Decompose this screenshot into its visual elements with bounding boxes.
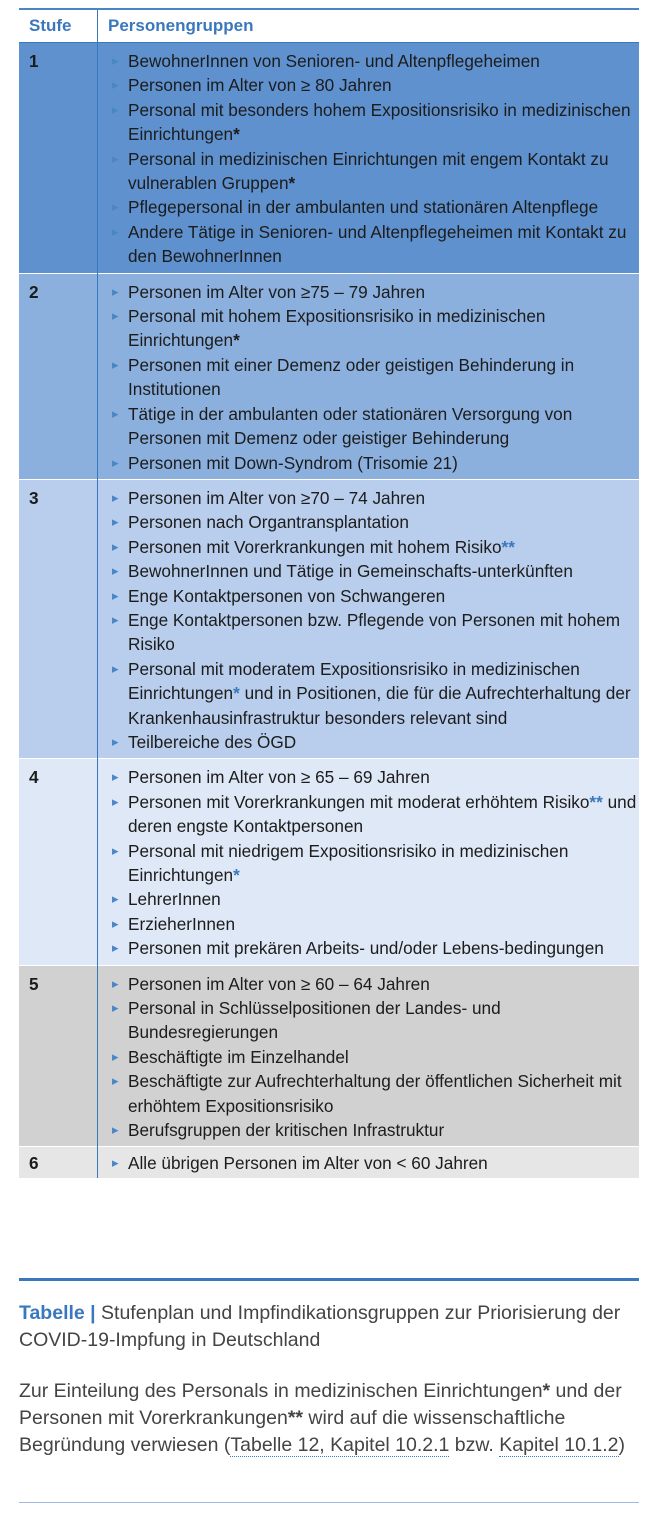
group-list [112,1151,639,1175]
item-text: Andere Tätige in Senioren- und Altenpflegeheimen mit Kontakt zu den BewohnerInnen [128,221,627,267]
item-text: Personal in Schlüsselpositionen der Landes- und Bundesregierungen [128,998,501,1043]
footnote-marker: ** [589,791,603,812]
item-text: LehrerInnen [128,889,221,910]
table-row [19,759,639,965]
item-text: Enge Kontaktpersonen von Schwangeren [128,585,446,606]
note-asterisk-1: * [542,1380,551,1402]
end-rule [19,1502,639,1503]
bottom-rule [19,1278,639,1281]
footnote-marker: * [233,865,240,885]
priority-table [19,10,639,1178]
note-text-3: wird auf die wissenschaftliche Begründung verwiesen ( [19,1407,566,1456]
item-text: Personen im Alter von ≥ 80 Jahren [128,75,392,96]
list-item [112,996,639,1045]
footnote-marker: * [233,330,240,351]
group-list [112,280,639,475]
header-stufe: Stufe [19,10,98,43]
item-text: Beschäftigte im Einzelhandel [128,1046,349,1067]
personengruppen-cell [98,759,640,965]
list-item [112,972,639,996]
item-text: Personen mit Down-Syndrom (Trisomie 21) [128,452,458,473]
header-personengruppen: Personengruppen [98,10,640,43]
stufe-cell: 1 [19,43,98,274]
item-text: Personal mit niedrigem Expositionsrisiko in medizinischen Einrichtungen [128,840,569,885]
item-text-continued: und in Positionen, die für die Aufrechterhaltung der Krankenhausinfrastruktur besonders relevant sind [128,683,631,728]
item-text: Beschäftigte zur Aufrechterhaltung der öffentlichen Sicherheit mit erhöhtem Expositionsrisiko [128,1071,622,1116]
list-item [112,1069,639,1118]
item-text: Personen im Alter von ≥75 – 79 Jahren [128,281,426,302]
list-item [112,657,639,730]
list-item [112,195,639,219]
table-row [19,43,639,274]
list-item [112,147,639,196]
note-asterisk-2: ** [287,1407,304,1429]
list-item [112,1045,639,1069]
footnote-marker: * [233,124,240,145]
item-text-continued: und deren engste Kontaktpersonen [128,791,637,837]
note-text-4: bzw. [449,1434,500,1456]
caption-lead: Tabelle | [19,1302,96,1324]
item-text: Personen im Alter von ≥ 60 – 64 Jahren [128,973,430,994]
stufe-cell: 5 [19,965,98,1147]
item-text: ErzieherInnen [128,913,236,934]
item-text: Alle übrigen Personen im Alter von < 60 Jahren [128,1153,488,1174]
item-text: Personen im Alter von ≥70 – 74 Jahren [128,487,426,508]
personengruppen-cell [98,43,640,274]
item-text: Personen mit Vorerkrankungen mit moderat erhöhtem Risiko [128,791,590,812]
table-row [19,965,639,1147]
item-text: Personen nach Organtransplantation [128,512,409,533]
list-item [112,1151,639,1175]
footnote [19,1378,639,1459]
list-item [112,887,639,911]
stufe-cell: 6 [19,1147,98,1178]
reference-link-kapitel-10-1-2[interactable]: Kapitel 10.1.2 [499,1434,619,1456]
list-item [112,451,639,475]
note-text-1: Zur Einteilung des Personals in medizinischen Einrichtungen [19,1380,543,1402]
list-item [112,790,639,839]
item-text: Teilbereiche des ÖGD [128,731,297,752]
list-item [112,220,639,269]
item-text: Personal mit hohem Expositionsrisiko in medizinischen Einrichtungen [128,306,546,351]
table-header-row [19,10,639,43]
list-item [112,912,639,936]
personengruppen-cell [98,1147,640,1178]
list-item [112,608,639,657]
list-item [112,839,639,888]
list-item [112,353,639,402]
table-body [19,43,639,1178]
item-text: Personal mit besonders hohem Expositionsrisiko in medizinischen Einrichtungen [128,99,631,145]
list-item [112,559,639,583]
personengruppen-cell [98,479,640,758]
item-text: Pflegepersonal in der ambulanten und stationären Altenpflege [128,197,599,218]
footnote-marker: * [288,173,296,194]
personengruppen-cell [98,273,640,479]
stufe-cell: 2 [19,273,98,479]
list-item [112,765,639,789]
stufe-cell: 4 [19,759,98,965]
priority-table-wrap [19,10,639,1178]
note-text-2: und der Personen mit Vorerkrankungen [19,1380,622,1429]
item-text: Enge Kontaktpersonen bzw. Pflegende von Personen mit hohem Risiko [128,609,621,655]
item-text: Personen mit Vorerkrankungen mit hohem Risiko [128,536,502,557]
item-text: BewohnerInnen von Senioren- und Altenpflegeheimen [128,51,540,71]
footnote-marker: * [233,683,240,704]
list-item [112,49,639,73]
group-list [112,486,639,754]
reference-link-tabelle-12[interactable]: Tabelle 12, Kapitel 10.2.1 [230,1434,450,1456]
item-text: BewohnerInnen und Tätige in Gemeinschafts-unterkünften [128,561,573,582]
list-item [112,1118,639,1142]
item-text: Personen im Alter von ≥ 65 – 69 Jahren [128,767,430,788]
item-text: Personal in medizinischen Einrichtungen mit engem Kontakt zu vulnerablen Gruppen [128,148,609,194]
table-row [19,273,639,479]
list-item [112,535,639,559]
list-item [112,304,639,353]
list-item [112,98,639,147]
list-item [112,584,639,608]
item-text: Personal mit moderatem Expositionsrisiko in medizinischen Einrichtungen [128,658,580,704]
item-text: Personen mit einer Demenz oder geistigen Behinderung in Institutionen [128,354,575,400]
group-list [112,765,639,960]
personengruppen-cell [98,965,640,1147]
list-item [112,510,639,534]
list-item [112,280,639,304]
group-list [112,972,639,1143]
list-item [112,402,639,451]
list-item [112,486,639,510]
stufe-cell: 3 [19,479,98,758]
list-item [112,936,639,960]
table-row [19,479,639,758]
item-text: Tätige in der ambulanten oder stationären Versorgung von Personen mit Demenz oder geistiger Behinderung [128,403,573,449]
item-text: Berufsgruppen der kritischen Infrastruktur [128,1120,445,1141]
table-row [19,1147,639,1178]
footnote-marker: ** [501,536,515,557]
item-text: Personen mit prekären Arbeits- und/oder Lebens-bedingungen [128,938,604,959]
group-list [112,49,639,269]
caption-text: Stufenplan und Impfindikationsgruppen zur Priorisierung der COVID-19-Impfung in Deutschland [19,1302,621,1351]
table-caption [19,1300,639,1354]
list-item [112,730,639,754]
list-item [112,73,639,97]
note-text-5: ) [618,1434,626,1456]
